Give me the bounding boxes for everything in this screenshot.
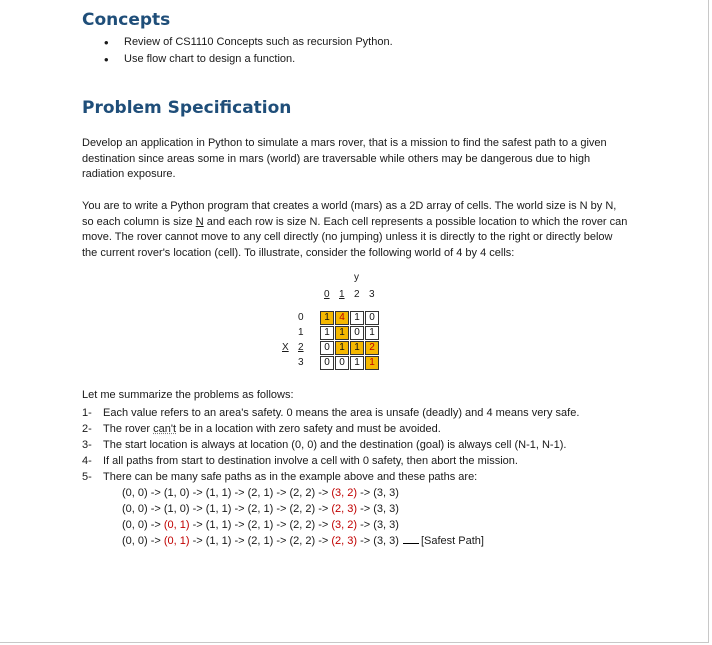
column-label: 2 xyxy=(354,289,360,300)
grid-cell: 0 xyxy=(335,356,349,370)
summary-intro: Let me summarize the problems as follows: xyxy=(82,389,294,401)
path-segment: -> (3, 3) xyxy=(357,519,399,531)
grid-cell: 2 xyxy=(365,341,379,355)
spellcheck-word: can't xyxy=(153,423,177,435)
row-label: 1 xyxy=(298,327,304,338)
grid-cell: 0 xyxy=(350,326,364,340)
path-segment: (0, 0) -> xyxy=(122,519,164,531)
rules-list xyxy=(82,405,579,485)
list-item xyxy=(82,437,579,453)
grid-cell: 1 xyxy=(350,311,364,325)
list-item: • Review of CS1110 Concepts such as recursion Python. xyxy=(104,34,393,51)
grid-cell: 4 xyxy=(335,311,349,325)
list-text: There can be many safe paths as in the example above and these paths are: xyxy=(103,471,478,483)
list-number: 2- xyxy=(82,423,92,435)
list-number: 3- xyxy=(82,439,92,451)
path-line xyxy=(122,485,484,501)
underlined-n: N xyxy=(195,215,204,228)
highlighted-cell-coord: (2, 3) xyxy=(331,535,358,547)
column-label: 1 xyxy=(339,289,345,300)
highlighted-cell-coord: (0, 1) xyxy=(163,519,190,531)
list-text: Each value refers to an area's safety. 0 means the area is unsafe (deadly) and 4 means very safe. xyxy=(103,407,580,419)
paths-list xyxy=(122,485,484,549)
concepts-bullet-list xyxy=(104,34,393,68)
path-segment: -> (3, 3) xyxy=(357,535,399,547)
column-label: 0 xyxy=(324,289,330,300)
x-axis-label: X xyxy=(282,342,289,353)
row-label: 3 xyxy=(298,357,304,368)
highlighted-cell-coord: (3, 2) xyxy=(331,487,358,499)
list-number: 1- xyxy=(82,407,92,419)
underline-gap xyxy=(403,542,419,544)
list-text: The start location is always at location (0, 0) and the destination (goal) is always cell (N-1, N-1). xyxy=(103,439,567,451)
intro-paragraph: Develop an application in Python to simulate a mars rover, that is a mission to find the safest path to a given destination since areas some in mars (world) are traversable while others may be dangerous due to high radiation exposure. xyxy=(82,137,607,181)
path-segment: -> (1, 1) -> (2, 1) -> (2, 2) -> xyxy=(189,519,332,531)
column-label: 3 xyxy=(369,289,375,300)
list-text: be in a location with zero safety and must be avoided. xyxy=(176,423,441,435)
grid-cell: 0 xyxy=(365,311,379,325)
grid-cell: 0 xyxy=(320,341,334,355)
y-axis-label: y xyxy=(354,272,359,283)
row-label: 2 xyxy=(298,342,304,353)
highlighted-cell-coord: (0, 1) xyxy=(163,535,190,547)
list-item xyxy=(82,405,579,421)
page-edge-bottom xyxy=(0,642,709,643)
highlighted-cell-coord: (3, 2) xyxy=(331,519,358,531)
problem-spec-heading: Problem Specification xyxy=(82,98,292,118)
list-number: 5- xyxy=(82,471,92,483)
path-segment: (0, 0) -> xyxy=(122,535,164,547)
list-text: The rover xyxy=(103,423,154,435)
highlighted-cell-coord: (2, 3) xyxy=(331,503,358,515)
grid-cell: 1 xyxy=(365,356,379,370)
grid-cell: 1 xyxy=(335,326,349,340)
list-item xyxy=(82,453,579,469)
grid-cell: 1 xyxy=(320,311,334,325)
page-edge-right xyxy=(708,0,709,642)
grid-cell: 0 xyxy=(320,356,334,370)
path-segment: -> (3, 3) xyxy=(357,503,399,515)
grid-cell: 1 xyxy=(350,356,364,370)
path-line xyxy=(122,517,484,533)
concepts-heading: Concepts xyxy=(82,10,171,30)
path-segment: -> (1, 1) -> (2, 1) -> (2, 2) -> xyxy=(189,535,332,547)
world-description-paragraph xyxy=(82,199,630,261)
safest-path-tag xyxy=(403,535,484,547)
grid-cell: 1 xyxy=(320,326,334,340)
list-text: If all paths from start to destination involve a cell with 0 safety, then abort the mission. xyxy=(103,455,518,467)
safest-path-label: [Safest Path] xyxy=(420,535,484,547)
path-segment: (0, 0) -> (1, 0) -> (1, 1) -> (2, 1) -> (2, 2) -> xyxy=(122,487,332,499)
row-label: 0 xyxy=(298,312,304,323)
path-line xyxy=(122,533,484,549)
path-segment: -> (3, 3) xyxy=(357,487,399,499)
grid-cell: 1 xyxy=(365,326,379,340)
paragraph-text: You are to write a Python program that creates a world (mars) as a 2D array of cells. The world size is N by N, so each column is size xyxy=(82,200,617,228)
grid-cell: 1 xyxy=(335,341,349,355)
list-item: • Use flow chart to design a function. xyxy=(104,51,393,68)
path-segment: (0, 0) -> (1, 0) -> (1, 1) -> (2, 1) -> (2, 2) -> xyxy=(122,503,332,515)
path-line xyxy=(122,501,484,517)
list-item xyxy=(82,421,579,437)
list-item xyxy=(82,469,579,485)
paragraph-text: and each row is size N. Each cell represents a possible location to which the rover can move. The rover cannot move to any cell directly (no jumping) unless it is directly to the right or directly below the current rover's location (cell). To illustrate, consider the following world of 4 by 4 cells: xyxy=(82,215,628,259)
grid-cell: 1 xyxy=(350,341,364,355)
list-number: 4- xyxy=(82,455,92,467)
